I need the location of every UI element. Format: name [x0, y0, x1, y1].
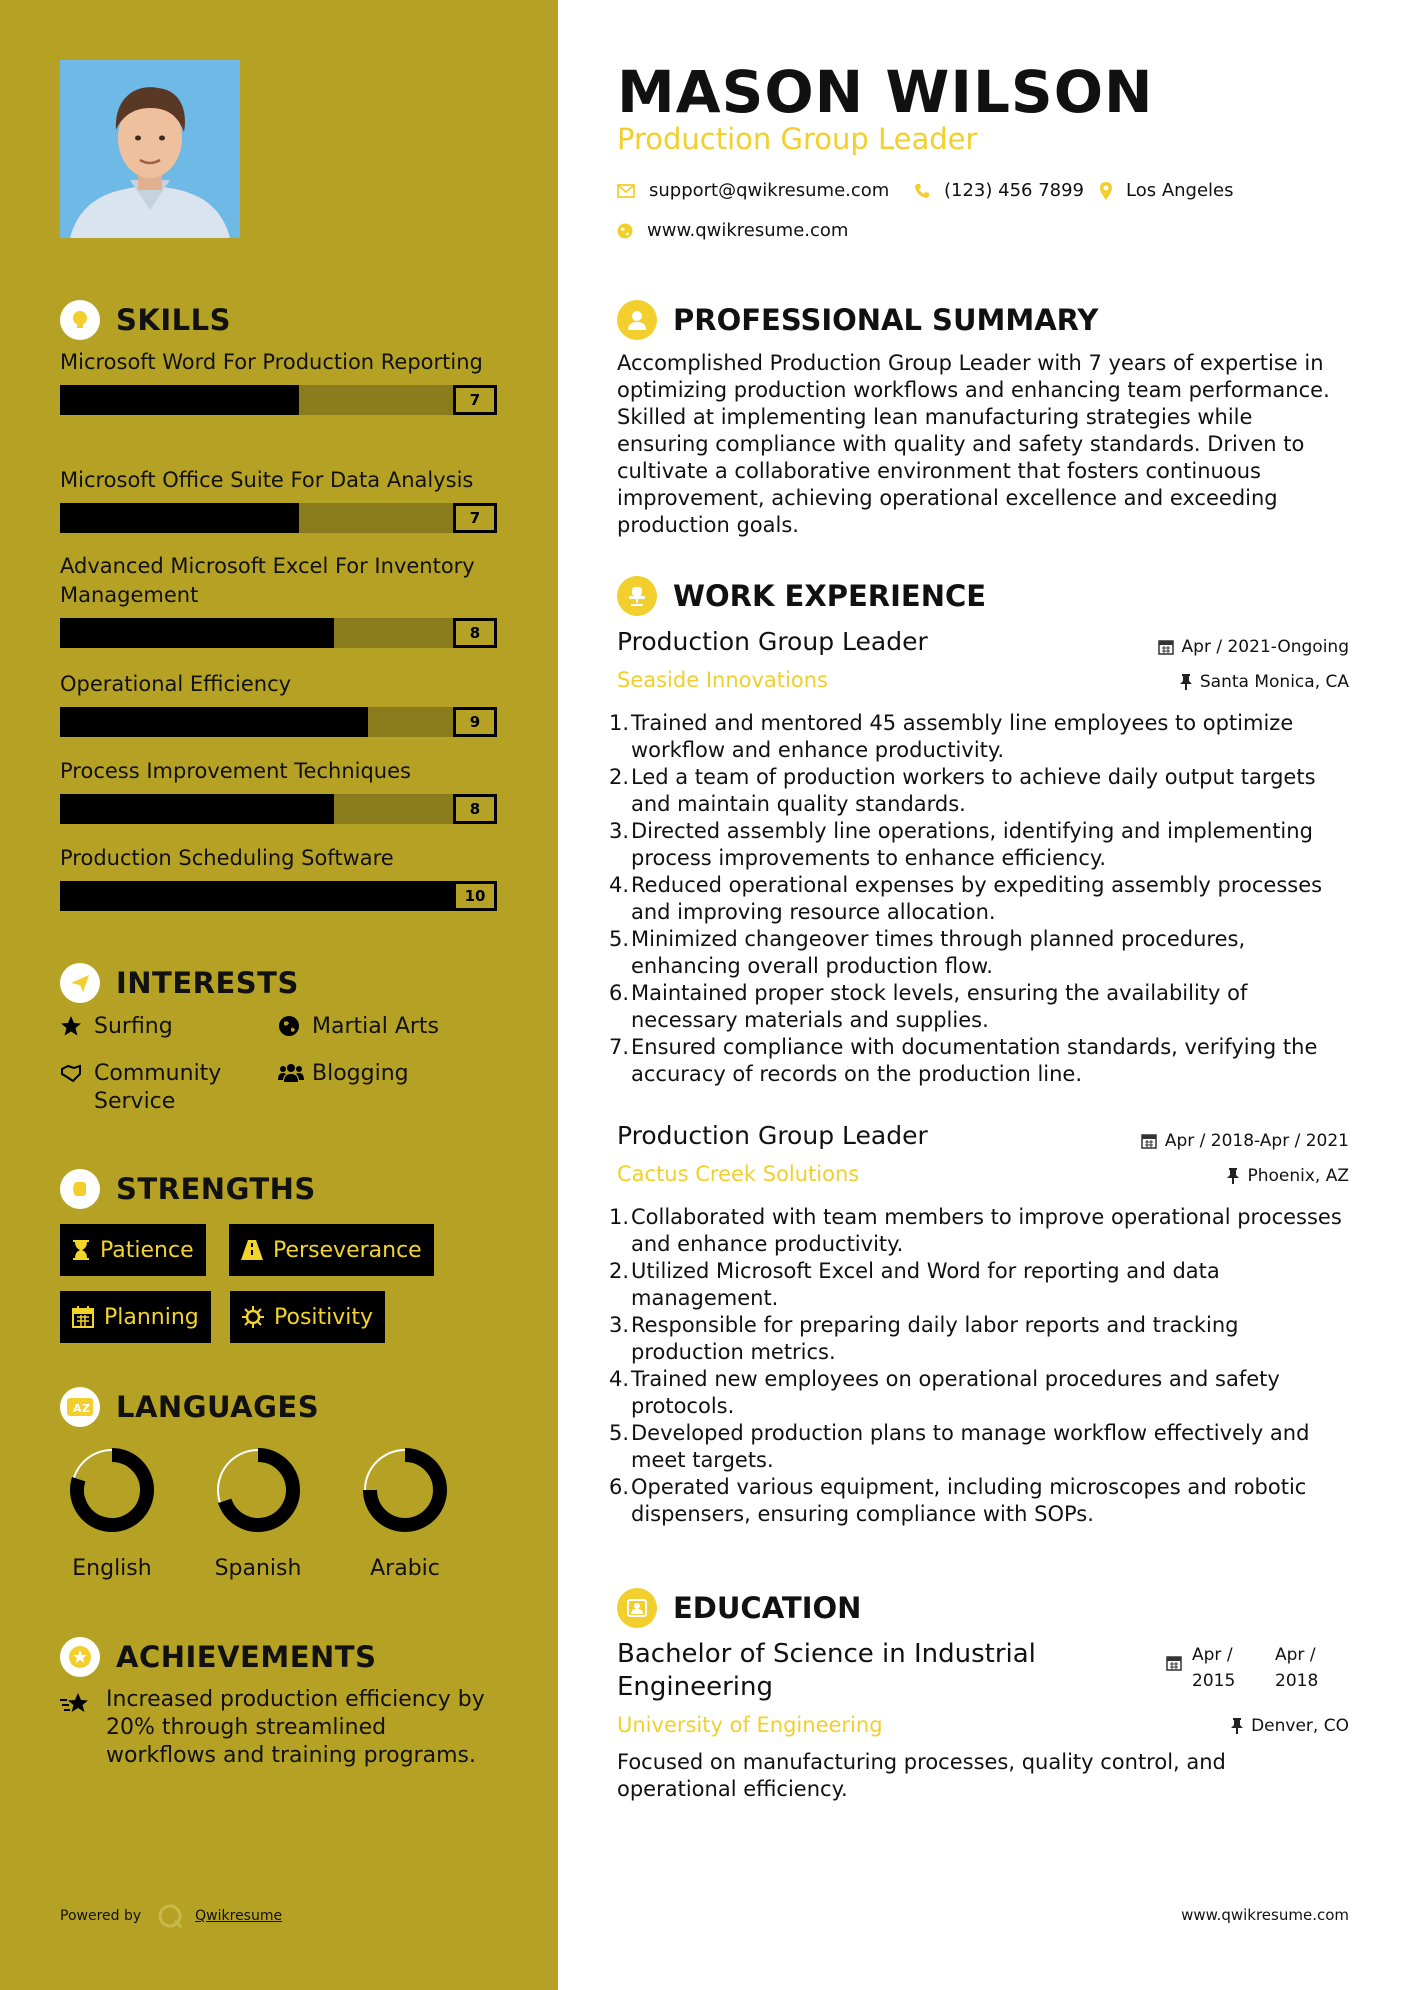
star-badge-icon: [60, 1637, 100, 1677]
list-item: 4. Reduced operational expenses by expediting assembly processes and improving resource allocation.: [609, 873, 1323, 924]
list-item: 3. Responsible for preparing daily labor reports and tracking production metrics.: [609, 1313, 1239, 1364]
office-chair-icon: [617, 576, 657, 616]
skill-item: [60, 844, 497, 911]
contact-location: Los Angeles: [1100, 180, 1234, 201]
list-item: 1. Collaborated with team members to improve operational processes and enhance productivity.: [609, 1205, 1342, 1256]
phone-icon: [914, 183, 930, 199]
interest-item: Martial Arts: [278, 1013, 439, 1045]
calendar-icon: [1166, 1655, 1182, 1675]
interest-item: Blogging: [278, 1060, 409, 1092]
skill-name: Microsoft Office Suite For Data Analysis: [60, 468, 474, 492]
job-title: Production Group Leader: [617, 627, 928, 656]
skill-name: Microsoft Word For Production Reporting: [60, 350, 483, 374]
achievement-item: Increased production efficiency by 20% through streamlined workflows and training programs.: [60, 1686, 500, 1770]
contact-phone[interactable]: (123) 456 7899: [914, 180, 1084, 201]
language-item: English: [52, 1440, 172, 1581]
pushpin-icon: [1231, 1718, 1243, 1734]
skill-fill: [60, 881, 453, 911]
globe-icon: [617, 223, 633, 239]
languages-heading: A Z LANGUAGES: [60, 1387, 319, 1427]
skill-bar: [60, 794, 497, 824]
skill-name: Process Improvement Techniques: [60, 759, 411, 783]
calendar-icon: [1141, 1133, 1157, 1149]
envelope-icon: [617, 184, 635, 198]
profile-photo: [60, 60, 240, 238]
hourglass-icon: [72, 1239, 90, 1261]
skill-score: 9: [453, 707, 497, 737]
contact-website[interactable]: www.qwikresume.com: [617, 220, 848, 241]
experience-heading: WORK EXPERIENCE: [617, 576, 986, 616]
skill-score: 7: [453, 385, 497, 415]
achievements-heading: ACHIEVEMENTS: [60, 1637, 376, 1677]
handshake-icon: [60, 1062, 84, 1092]
footer-website[interactable]: www.qwikresume.com: [1181, 1906, 1349, 1924]
list-item: 7. Ensured compliance with documentation standards, verifying the accuracy of records on the production line.: [609, 1035, 1318, 1086]
language-item: Arabic: [345, 1440, 465, 1581]
svg-text:Z: Z: [82, 1402, 90, 1415]
language-ring: [208, 1440, 308, 1540]
interests-heading: INTERESTS: [60, 963, 299, 1003]
skill-score: 10: [453, 881, 497, 911]
sun-icon: [242, 1306, 264, 1328]
list-item: 5. Minimized changeover times through planned procedures, enhancing overall production flow.: [609, 927, 1246, 978]
skill-fill: [60, 794, 334, 824]
candidate-title: Production Group Leader: [617, 122, 978, 156]
pushpin-icon: [1227, 1168, 1239, 1184]
calendar-icon: [1158, 639, 1174, 655]
summary-heading: PROFESSIONAL SUMMARY: [617, 300, 1098, 340]
skill-item: [60, 348, 497, 415]
education-description: Focused on manufacturing processes, quality control, and operational efficiency.: [617, 1750, 1226, 1801]
list-item: 4. Trained new employees on operational procedures and safety protocols.: [609, 1367, 1280, 1418]
qwikresume-logo-icon: [157, 1903, 183, 1929]
school-name: University of Engineering: [617, 1713, 883, 1737]
strength-badge: Positivity: [230, 1291, 385, 1343]
strength-badge: Planning: [60, 1291, 211, 1343]
list-item: 1. Trained and mentored 45 assembly line employees to optimize workflow and enhance productivity.: [609, 711, 1294, 762]
interest-item: Community Service: [60, 1060, 240, 1116]
powered-by: Powered by Qwikresume: [60, 1903, 282, 1929]
skill-name: Advanced Microsoft Excel For Inventory Management: [60, 554, 475, 607]
skill-name: Production Scheduling Software: [60, 846, 394, 870]
language-icon: [60, 1387, 100, 1427]
globe-icon: [278, 1015, 302, 1045]
shooting-star-icon: [60, 1690, 92, 1770]
strengths-heading: STRENGTHS: [60, 1169, 316, 1209]
job-dates: Apr / 2018-Apr / 2021: [1141, 1131, 1349, 1151]
degree-title: Bachelor of Science in Industrial Engineering: [617, 1639, 1036, 1702]
pushpin-icon: [1180, 674, 1192, 690]
list-item: 6. Maintained proper stock levels, ensuring the availability of necessary materials and supplies.: [609, 981, 1248, 1032]
company-name: Seaside Innovations: [617, 668, 828, 692]
list-item: 5. Developed production plans to manage workflow effectively and meet targets.: [609, 1421, 1310, 1472]
skill-fill: [60, 707, 368, 737]
job-title: Production Group Leader: [617, 1121, 928, 1150]
list-item: 3. Directed assembly line operations, identifying and implementing process improvements to enhance efficiency.: [609, 819, 1313, 870]
skill-item: [60, 552, 497, 648]
skills-heading: SKILLS: [60, 300, 231, 340]
svg-text:A: A: [73, 1402, 82, 1415]
education-location: Denver, CO: [1231, 1716, 1349, 1736]
skill-item: [60, 466, 497, 533]
skill-score: 8: [453, 618, 497, 648]
skill-fill: [60, 618, 334, 648]
skill-bar: [60, 503, 497, 533]
skill-bar: [60, 618, 497, 648]
job-location: Phoenix, AZ: [1227, 1166, 1349, 1186]
list-item: 2. Led a team of production workers to achieve daily output targets and maintain quality standards.: [609, 765, 1316, 816]
language-ring: [355, 1440, 455, 1540]
skill-item: [60, 670, 497, 737]
star-icon: [60, 1015, 84, 1045]
strength-badge: Perseverance: [229, 1224, 434, 1276]
list-item: 6. Operated various equipment, including microscopes and robotic dispensers, ensuring compliance with SOPs.: [609, 1475, 1307, 1526]
language-ring: [62, 1440, 162, 1540]
skill-score: 7: [453, 503, 497, 533]
company-name: Cactus Creek Solutions: [617, 1162, 860, 1186]
calendar-icon: [72, 1306, 94, 1328]
strength-badge: Patience: [60, 1224, 206, 1276]
job-bullets: [609, 710, 1349, 1088]
skill-fill: [60, 385, 299, 415]
users-icon: [278, 1062, 302, 1092]
job-bullets: [609, 1204, 1349, 1528]
skill-score: 8: [453, 794, 497, 824]
skill-item: [60, 757, 497, 824]
skill-fill: [60, 503, 299, 533]
education-start: Apr / 2015: [1192, 1645, 1236, 1691]
contact-email[interactable]: support@qwikresume.com: [617, 180, 889, 201]
lightbulb-icon: [60, 300, 100, 340]
graduate-icon: [617, 1588, 657, 1628]
summary-text: Accomplished Production Group Leader with 7 years of expertise in optimizing production workflows and enhancing team performance. Skilled at implementing lean manufacturing strategies while ensuring compliance with quality and safety standards. Driven to cultivate a collaborative environment that fosters continuous improvement, achieving operational excellence and exceeding production goals.: [617, 351, 1330, 537]
qwikresume-link[interactable]: Qwikresume: [195, 1908, 283, 1924]
job-dates: Apr / 2021-Ongoing: [1158, 637, 1349, 657]
skill-name: Operational Efficiency: [60, 672, 292, 696]
job-location: Santa Monica, CA: [1180, 672, 1349, 692]
paper-plane-icon: [60, 963, 100, 1003]
fist-icon: [60, 1169, 100, 1209]
candidate-name: MASON WILSON: [617, 58, 1154, 126]
skill-bar: [60, 707, 497, 737]
skill-bar: [60, 385, 497, 415]
interest-item: Surfing: [60, 1013, 173, 1045]
user-icon: [617, 300, 657, 340]
language-item: Spanish: [198, 1440, 318, 1581]
education-heading: EDUCATION: [617, 1588, 861, 1628]
skill-bar: [60, 881, 497, 911]
road-icon: [241, 1240, 263, 1260]
education-end: Apr / 2018: [1275, 1645, 1319, 1691]
map-pin-icon: [1100, 182, 1112, 200]
list-item: 2. Utilized Microsoft Excel and Word for reporting and data management.: [609, 1259, 1220, 1310]
